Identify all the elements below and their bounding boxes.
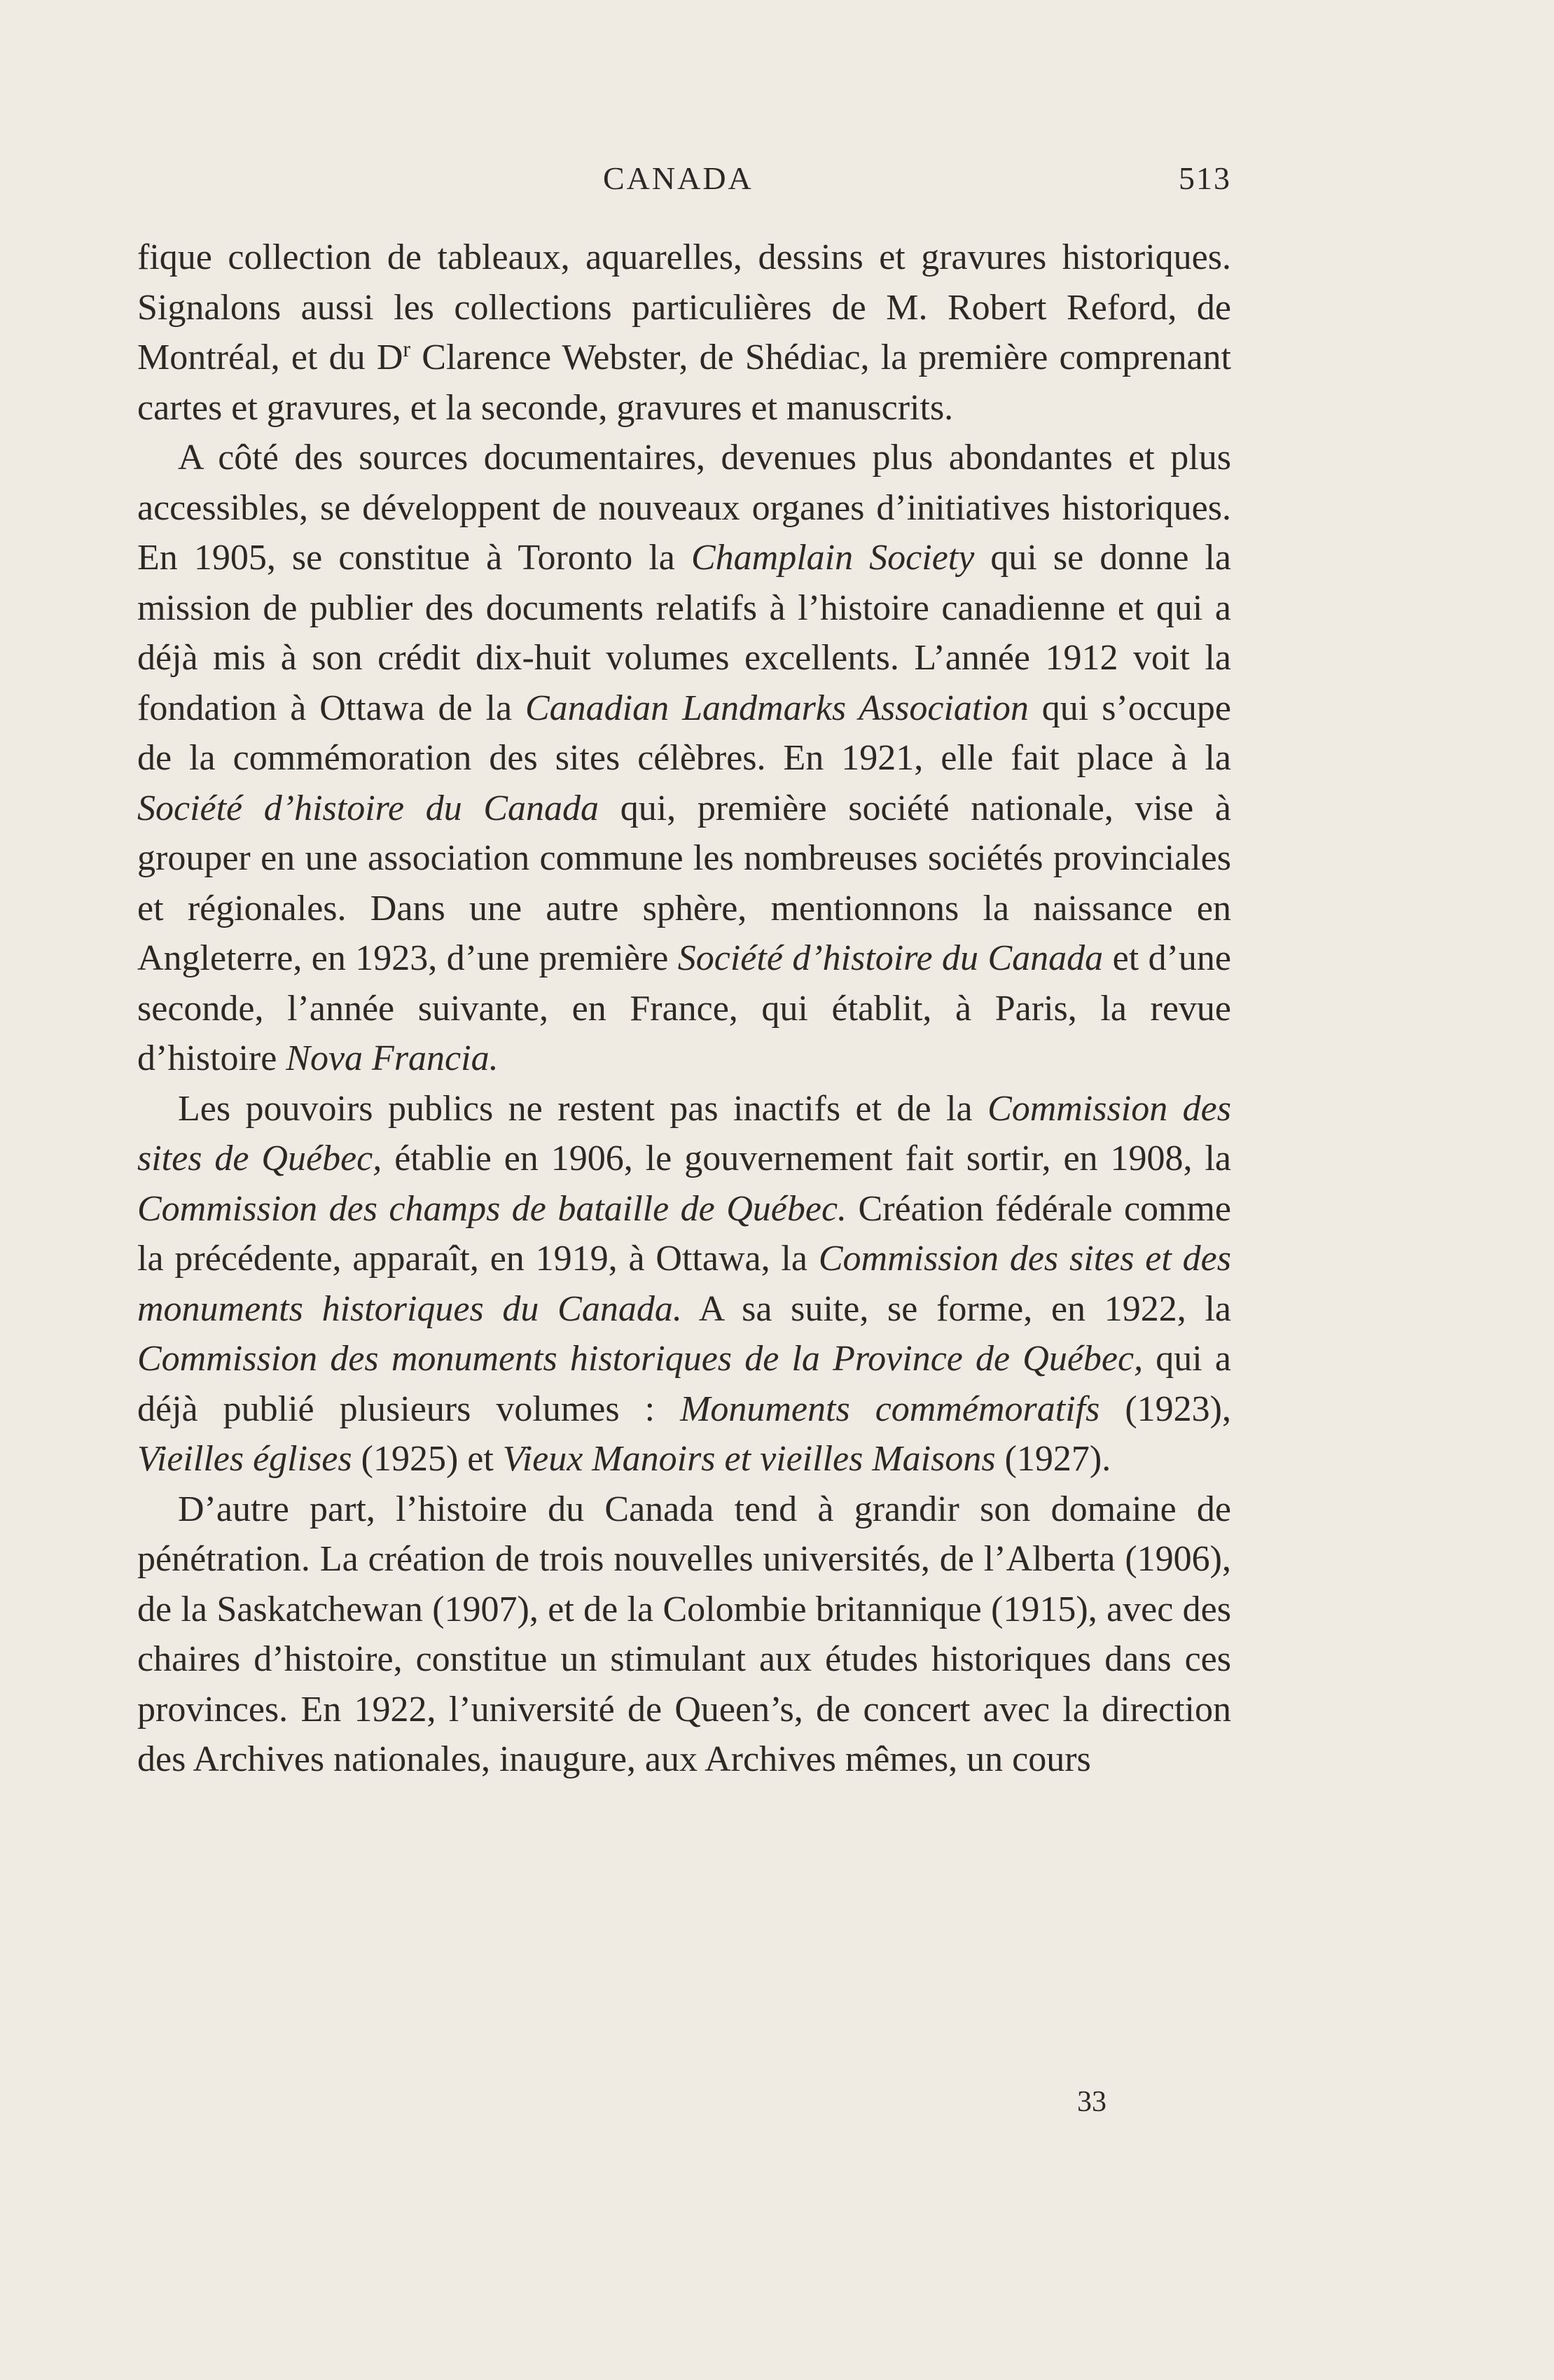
running-head bbox=[137, 153, 1231, 202]
paragraph-3-text-c: Création fédérale comme la précédente, apparaît, en 1919, à Ottawa, la bbox=[137, 1188, 1231, 1279]
italic-canadian-landmarks-association: Canadian Landmarks Association bbox=[525, 688, 1029, 728]
italic-champlain-society: Champlain Society bbox=[691, 538, 975, 578]
italic-nova-francia: Nova Francia. bbox=[286, 1038, 499, 1078]
italic-commission-monuments-quebec: Commission des monuments historiques de la Province de Québec, bbox=[137, 1339, 1144, 1379]
italic-commission-sites-quebec: Commission des sites de Québec, bbox=[137, 1088, 1231, 1178]
italic-societe-histoire-canada-1: Société d’histoire du Canada bbox=[137, 788, 599, 828]
paragraph-2-text-c: qui s’occupe de la commémoration des sites célèbres. En 1921, elle fait place à la bbox=[137, 688, 1232, 778]
italic-commission-sites-monuments: Commission des sites et des monuments historiques du Canada. bbox=[137, 1239, 1232, 1329]
italic-vieux-manoirs: Vieux Manoirs et vieilles Maisons bbox=[502, 1439, 996, 1479]
signature-mark: 33 bbox=[1077, 2086, 1106, 2118]
italic-monuments-commemoratifs: Monuments commémoratifs bbox=[680, 1389, 1100, 1429]
body-text bbox=[137, 232, 1231, 1785]
paragraph-1-text-a: fique collection de tableaux, aquarelles, dessins et gravures historiques. Signalons aussi les collections particulières de M. Robert Reford, de Montréal, et du D bbox=[137, 237, 1231, 377]
paragraph-3-text-b: établie en 1906, le gouvernement fait sortir, en 1908, la bbox=[382, 1139, 1231, 1178]
paragraph-3-text-h: (1927). bbox=[995, 1439, 1111, 1479]
superscript-r: r bbox=[403, 336, 411, 361]
running-head-title: CANADA bbox=[603, 160, 754, 196]
paragraph-3-text-f: (1923), bbox=[1099, 1389, 1231, 1429]
paragraph-3-text-g: (1925) et bbox=[352, 1439, 503, 1479]
paragraph-1 bbox=[137, 232, 1231, 433]
paragraph-3-text-a: Les pouvoirs publics ne restent pas inactifs et de la bbox=[178, 1088, 988, 1129]
paragraph-2-text-a: A côté des sources documentaires, devenues plus abondantes et plus accessibles, se développent de nouveaux organes d’initiatives historiques. En 1905, se constitue à Toronto la bbox=[137, 438, 1231, 578]
paragraph-2 bbox=[137, 433, 1231, 1084]
paragraph-4 bbox=[137, 1484, 1231, 1785]
paragraph-3-text-d: A sa suite, se forme, en 1922, la bbox=[681, 1288, 1231, 1329]
page-number: 513 bbox=[1179, 160, 1231, 196]
italic-societe-histoire-canada-2: Société d’histoire du Canada bbox=[677, 938, 1104, 978]
paragraph-2-text-b: qui se donne la mission de publier des documents relatifs à l’histoire canadienne et qui a déjà mis à son crédit dix-huit volumes excellents. L’année 1912 voit la fondation à Ottawa de la bbox=[137, 538, 1232, 728]
paragraph-2-text-d: qui, première société nationale, vise à grouper en une association commune les nombreuses sociétés provinciales et régionales. Dans une autre sphère, mentionnons la naissance en Angleterre, en 1923, d’une première bbox=[137, 788, 1231, 978]
italic-commission-champs-bataille: Commission des champs de bataille de Québec. bbox=[137, 1188, 847, 1229]
paragraph-3 bbox=[137, 1084, 1231, 1484]
italic-vieilles-eglises: Vieilles églises bbox=[137, 1439, 352, 1479]
paragraph-4-text: D’autre part, l’histoire du Canada tend à grandir son domaine de pénétration. La création de trois nouvelles universités, de l’Alberta (1906), de la Saskatchewan (1907), et de la Colombie britannique (1915), avec des chaires d’histoire, constitue un stimulant aux études historiques dans ces provinces. En 1922, l’université de Queen’s, de concert avec la direction des Archives nationales, inaugure, aux Archives mêmes, un cours bbox=[137, 1489, 1231, 1779]
paragraph-2-text-e: et d’une seconde, l’année suivante, en France, qui établit, à Paris, la revue d’histoire bbox=[137, 938, 1231, 1078]
paragraph-1-text-b: Clarence Webster, de Shédiac, la première comprenant cartes et gravures, et la seconde, gravures et manuscrits. bbox=[137, 337, 1231, 428]
paragraph-3-text-e: qui a déjà publié plusieurs volumes : bbox=[137, 1339, 1231, 1429]
